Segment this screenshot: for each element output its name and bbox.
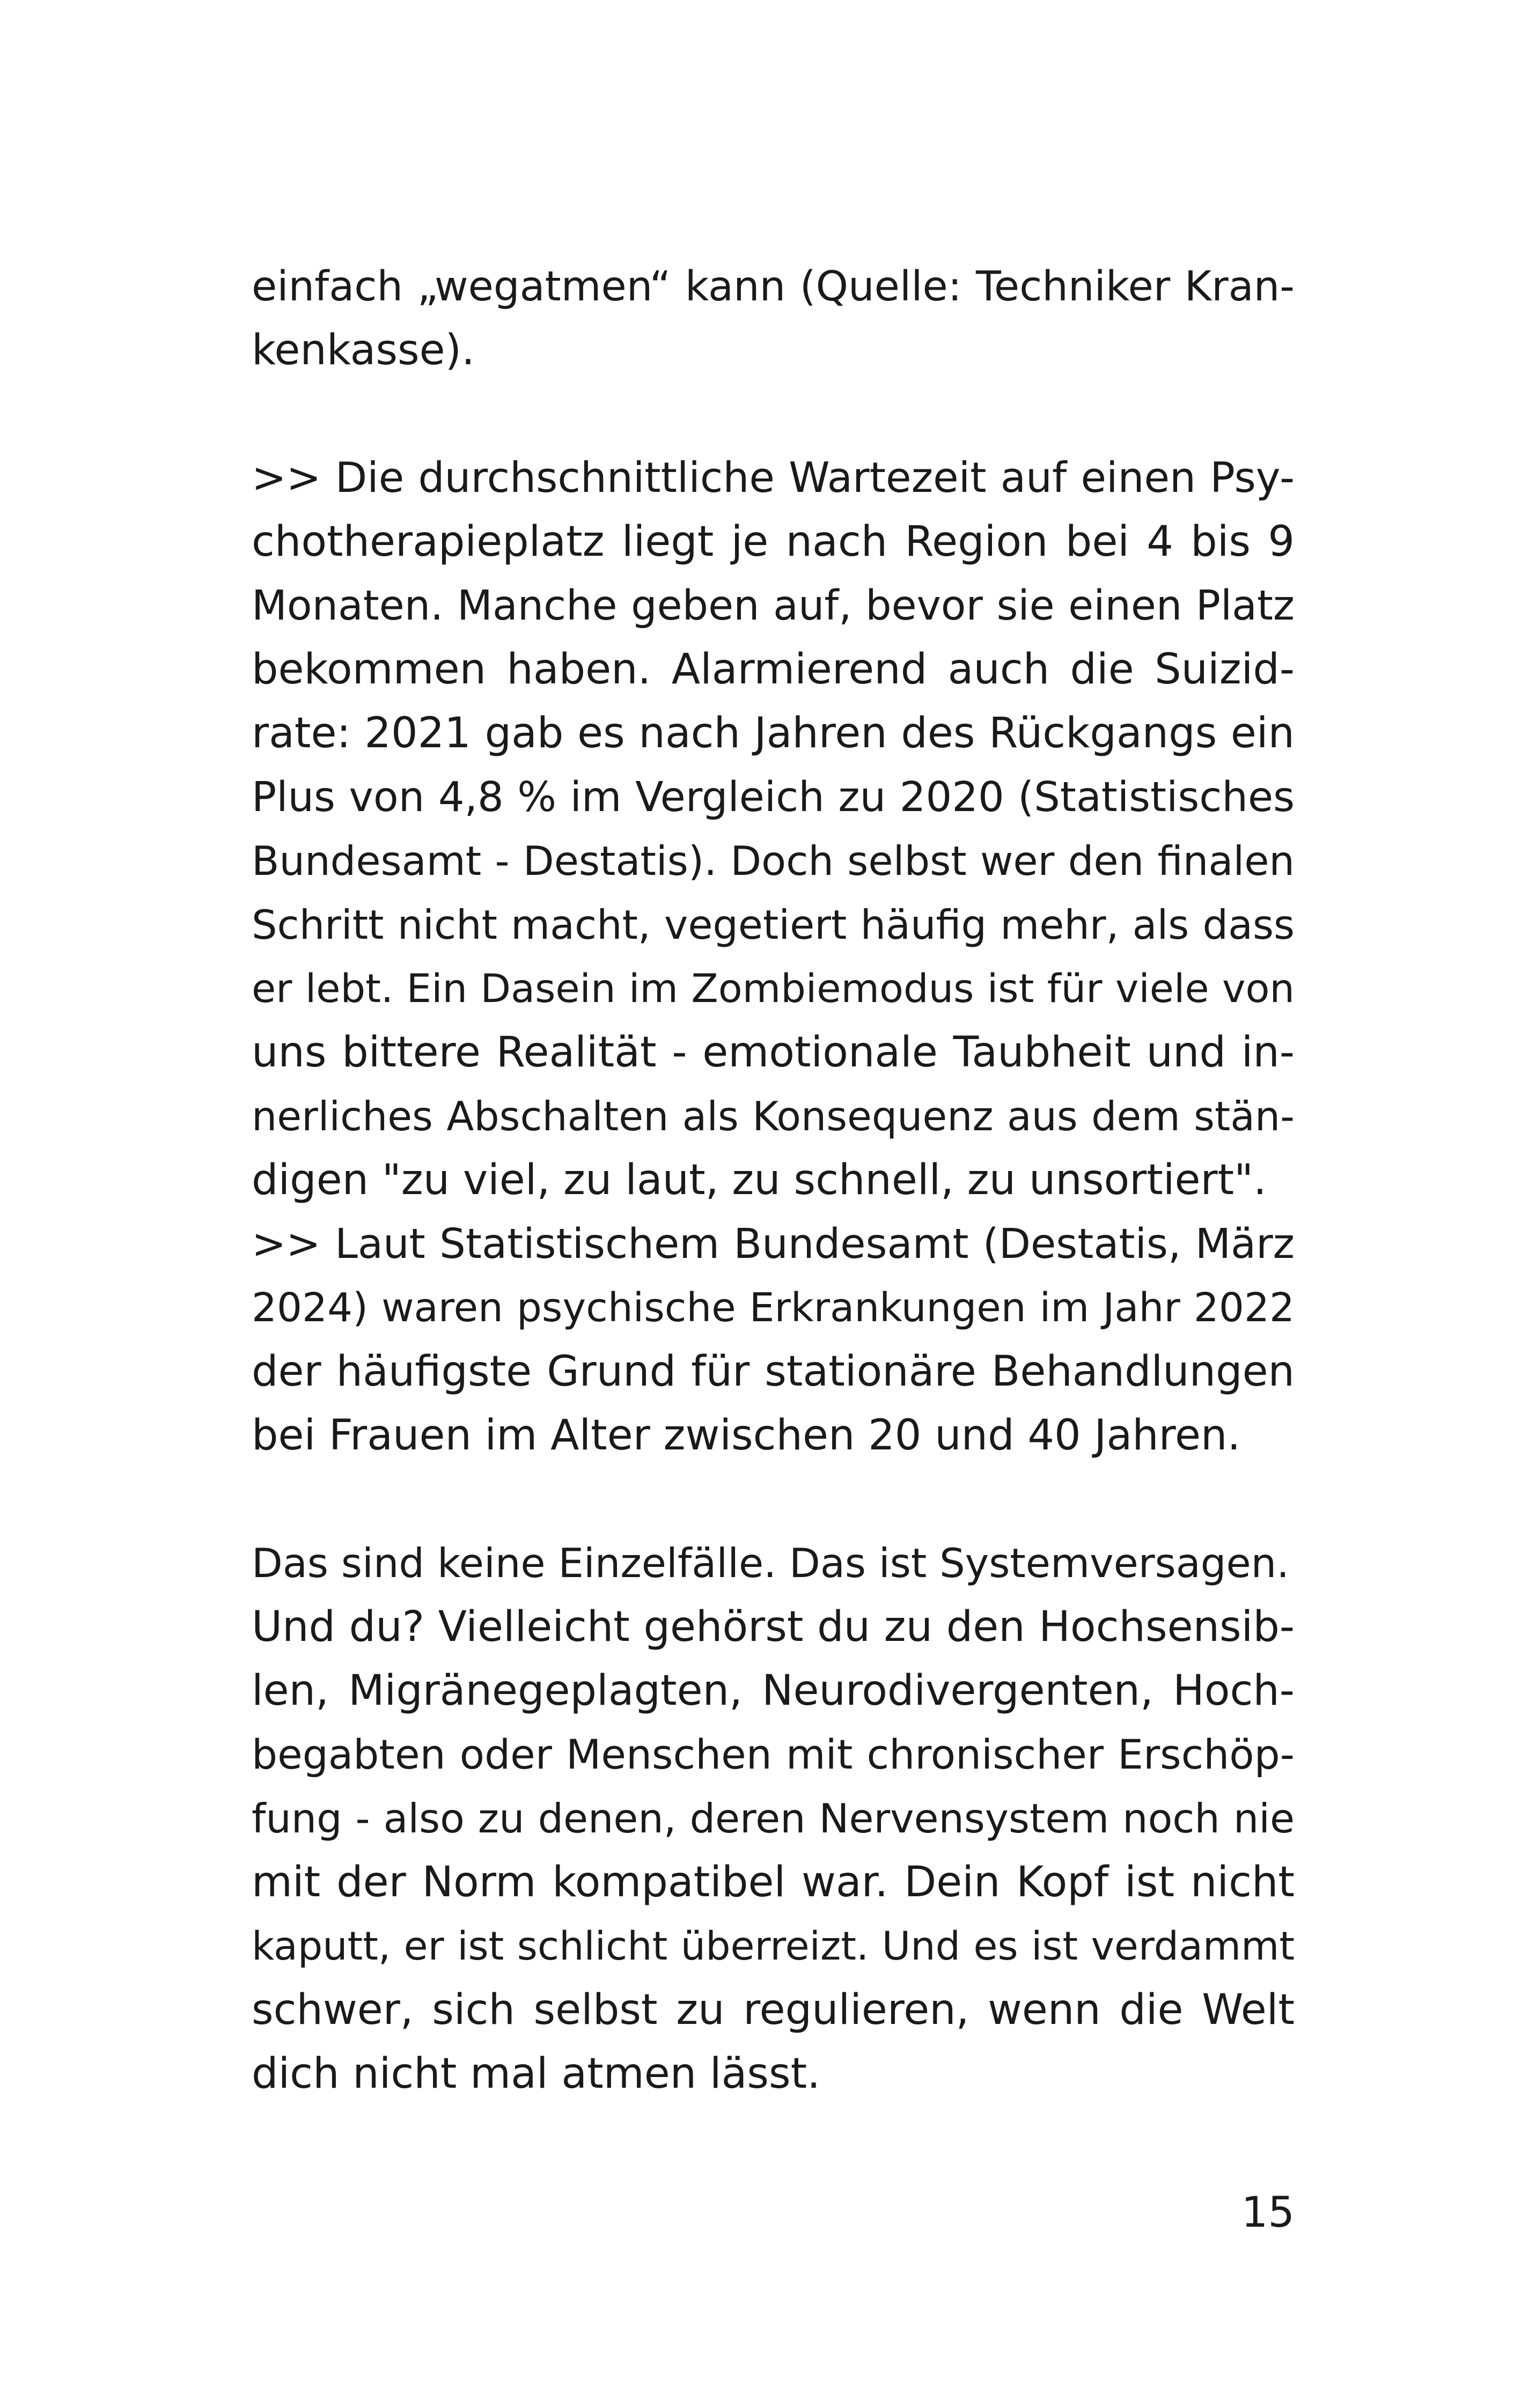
text-line: fung - also zu denen, deren Nervensystem noch nie [252,1795,1295,1842]
text-line: der häufigste Grund für stationäre Behandlungen [252,1347,1295,1396]
text-line: uns bittere Realität - emotionale Taubheit und in- [252,1028,1295,1077]
text-line: einfach „wegatmen“ kann (Quelle: Techniker Kran- [252,263,1295,311]
text-line: mit der Norm kompatibel war. Dein Kopf ist nicht [252,1858,1295,1906]
text-line: Und du? Vielleicht gehörst du zu den Hochsensib- [252,1603,1295,1651]
text-line: Monaten. Manche geben auf, bevor sie einen Platz [252,582,1295,630]
text-line: kenkasse). [252,326,475,374]
text-line: Das sind keine Einzelfälle. Das ist Systemversagen. [252,1540,1290,1587]
paragraph-systemversagen [252,1531,1295,1595]
text-line: kaputt, er ist schlicht überreizt. Und es ist verdammt [252,1924,1295,1969]
text-line: rate: 2021 gab es nach Jahren des Rückgangs ein [252,709,1295,757]
text-line: Plus von 4,8 % im Vergleich zu 2020 (Statistisches [252,774,1295,821]
text-line: >> Die durchschnittliche Wartezeit auf einen Psy- [252,454,1295,502]
text-line: schwer, sich selbst zu regulieren, wenn die Welt [252,1986,1295,2034]
text-line: bei Frauen im Alter zwischen 20 und 40 Jahren. [252,1411,1241,1460]
text-line: nerliches Abschalten als Konsequenz aus dem stän- [252,1093,1295,1140]
paragraph-und-du [252,1595,1295,2106]
text-line: chotherapieplatz liegt je nach Region bei 4 bis 9 [252,518,1295,566]
page-number: 15 [1241,2189,1295,2237]
text-line: bekommen haben. Alarmierend auch die Suizid- [252,645,1295,694]
paragraph-destatis [252,1212,1295,1468]
text-line: len, Migränegeplagten, Neurodivergenten, Hoch- [252,1667,1295,1715]
text-line: Bundesamt - Destatis). Doch selbst wer den finalen [252,837,1295,885]
page-body [252,255,1295,2106]
text-line: >> Laut Statistischem Bundesamt (Destatis, März [252,1220,1295,1268]
paragraph-wegatmen [252,255,1295,382]
paragraph-wartezeit [252,446,1295,1212]
text-line: er lebt. Ein Dasein im Zombiemodus ist für viele von [252,966,1295,1012]
text-line: begabten oder Menschen mit chronischer Erschöp- [252,1731,1295,1778]
text-line: dich nicht mal atmen lässt. [252,2050,821,2098]
text-line: Schritt nicht macht, vegetiert häufig mehr, als dass [252,901,1295,948]
text-line: 2024) waren psychische Erkrankungen im Jahr 2022 [252,1285,1295,1331]
text-line: digen "zu viel, zu laut, zu schnell, zu unsortiert". [252,1156,1267,1204]
